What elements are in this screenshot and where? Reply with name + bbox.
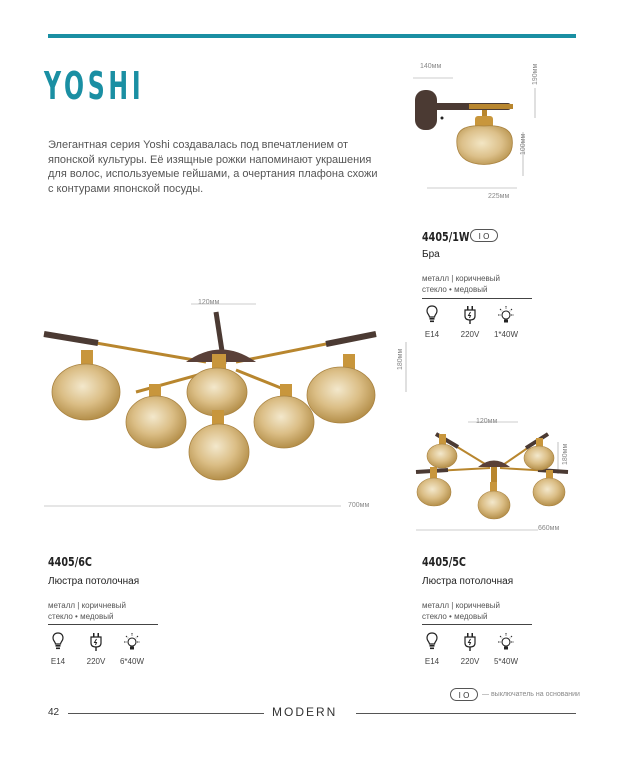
- product-type: Бра: [422, 249, 440, 260]
- chandelier-5-drawing: [408, 412, 578, 537]
- switch-on-base-badge: I O: [450, 688, 478, 701]
- bulb-icon: [52, 632, 64, 652]
- top-accent-bar: [48, 34, 576, 38]
- dim-height: 180мм: [397, 348, 404, 370]
- dim-height: 180мм: [562, 443, 569, 465]
- spec-voltage: 220V: [460, 657, 480, 666]
- plug-icon: [89, 632, 103, 652]
- spec-socket: E14: [424, 330, 440, 339]
- dim-top: 120мм: [198, 299, 220, 306]
- light-power-icon: [497, 305, 515, 325]
- plug-icon: [463, 632, 477, 652]
- spec-power: 1*40W: [493, 330, 518, 339]
- material-line-2: стекло • медовый: [422, 285, 488, 294]
- material-line-2: стекло • медовый: [422, 612, 488, 621]
- product-code-4405-1w: 4405/1W: [422, 230, 470, 244]
- wall-lamp-drawing: [405, 60, 565, 210]
- material-divider: [422, 298, 532, 299]
- dim-diameter: 700мм: [348, 502, 370, 509]
- material-divider: [48, 624, 158, 625]
- series-title: YOSHI: [44, 64, 145, 108]
- spec-voltage: 220V: [86, 657, 106, 666]
- plug-icon: [463, 305, 477, 325]
- dim-depth: 225мм: [488, 193, 510, 200]
- page-number: 42: [48, 707, 60, 718]
- switch-on-base-badge: I O: [470, 229, 498, 242]
- dim-width: 140мм: [420, 63, 442, 70]
- chandelier-6-drawing: [36, 292, 416, 517]
- product-type: Люстра потолочная: [48, 576, 140, 587]
- series-description: Элегантная серия Yoshi создавалась под впечатлением от японской культуры. Её изящные рожки напоминают украшения для волос, используемые гейшами, а очертания плафона схожи с контурами японской посуды.: [48, 139, 378, 195]
- product-code-4405-5c: 4405/5C: [422, 555, 466, 569]
- bulb-icon: [426, 305, 438, 325]
- section-name: MODERN: [272, 705, 338, 719]
- material-divider: [422, 624, 532, 625]
- footer-line-right: [356, 713, 576, 714]
- spec-power: 5*40W: [493, 657, 518, 666]
- dim-top: 120мм: [476, 418, 498, 425]
- material-line-2: стекло • медовый: [48, 612, 114, 621]
- product-type: Люстра потолочная: [422, 576, 514, 587]
- dim-diameter: 660мм: [538, 525, 560, 532]
- material-line-1: металл | коричневый: [422, 274, 501, 283]
- light-power-icon: [123, 632, 141, 652]
- dim-height-body: 100мм: [520, 133, 527, 155]
- spec-power: 6*40W: [119, 657, 144, 666]
- bulb-icon: [426, 632, 438, 652]
- light-power-icon: [497, 632, 515, 652]
- switch-legend-note: — выключатель на основании: [482, 691, 580, 698]
- spec-socket: E14: [424, 657, 440, 666]
- spec-socket: E14: [50, 657, 66, 666]
- product-code-4405-6c: 4405/6C: [48, 555, 92, 569]
- material-line-1: металл | коричневый: [48, 601, 127, 610]
- dim-height-total: 190мм: [532, 63, 539, 85]
- spec-voltage: 220V: [460, 330, 480, 339]
- footer-line-left: [68, 713, 264, 714]
- material-line-1: металл | коричневый: [422, 601, 501, 610]
